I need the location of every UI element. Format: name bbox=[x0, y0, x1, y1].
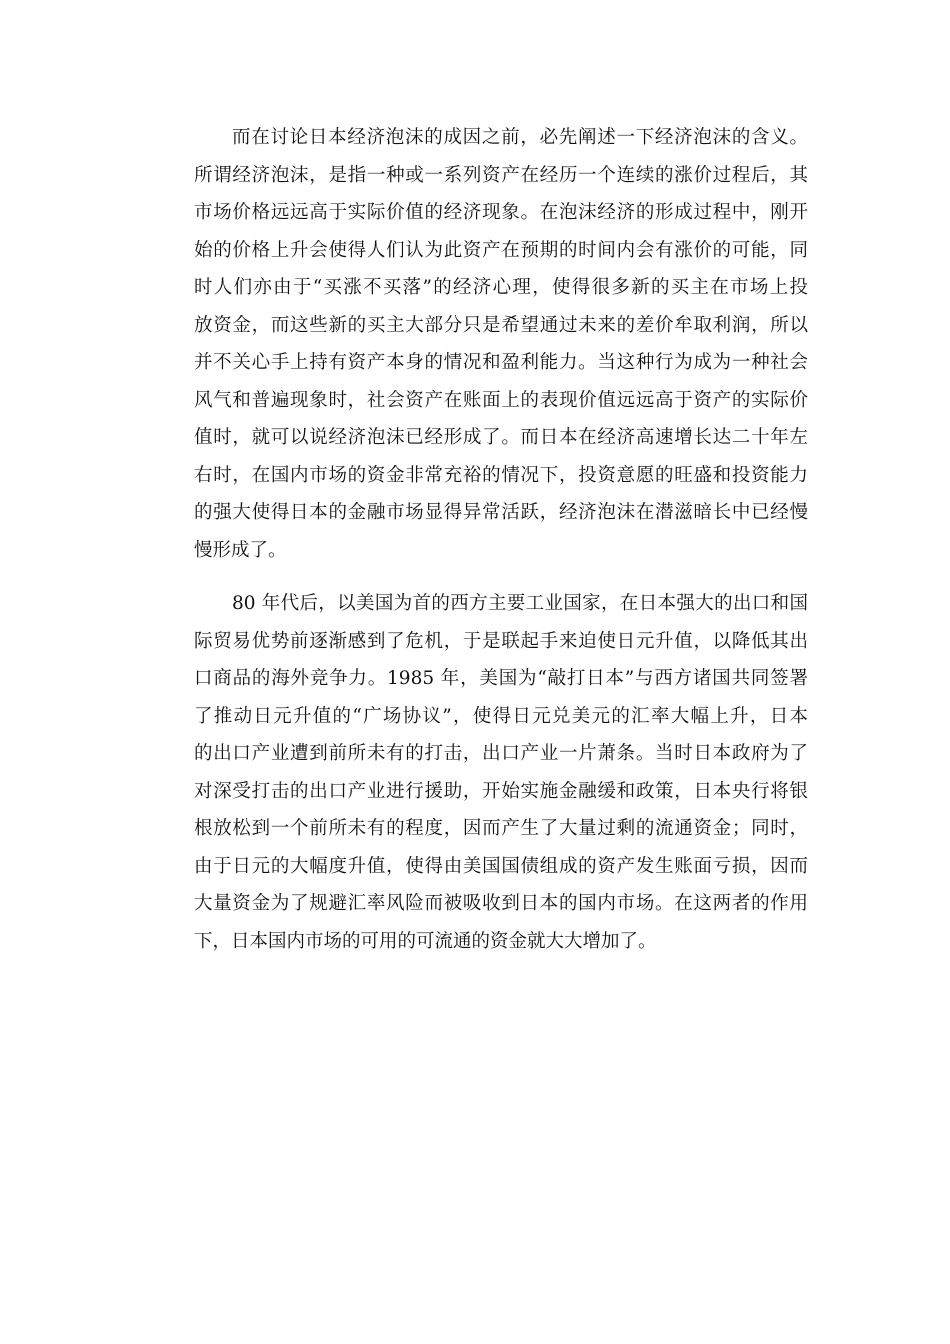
paragraph-line: 80 年代后，以美国为首的西方主要工业国家，在日本强大的出口和国 bbox=[232, 593, 808, 614]
paragraph-spacer bbox=[194, 569, 808, 585]
paragraph-line: 右时，在国内市场的资金非常充裕的情况下，投资意愿的旺盛和投资能力 bbox=[194, 464, 808, 486]
paragraph-line: 际贸易优势前逐渐感到了危机，于是联起手来迫使日元升值，以降低其出 bbox=[194, 630, 808, 652]
paragraph-line: 的出口产业遭到前所未有的打击，出口产业一片萧条。当时日本政府为了 bbox=[194, 743, 808, 764]
paragraph-line: 口商品的海外竞争力。1985 年，美国为“敲打日本”与西方诸国共同签署 bbox=[194, 668, 808, 689]
paragraph-line: 始的价格上升会使得人们认为此资产在预期的时间内会有涨价的可能，同 bbox=[194, 239, 808, 261]
paragraph-line: 风气和普遍现象时，社会资产在账面上的表现价值远远高于资产的实际价 bbox=[194, 389, 808, 411]
paragraph-line: 对深受打击的出口产业进行援助，开始实施金融缓和政策，日本央行将银 bbox=[194, 780, 808, 802]
paragraph-line: 了推动日元升值的“广场协议”，使得日元兑美元的汇率大幅上升，日本 bbox=[194, 705, 808, 727]
paragraph-line: 并不关心手上持有资产本身的情况和盈利能力。当这种行为成为一种社会 bbox=[194, 352, 808, 373]
paragraph-line: 放资金，而这些新的买主大部分只是希望通过未来的差价牟取利润，所以 bbox=[194, 314, 808, 336]
paragraph-bubble-definition bbox=[194, 119, 808, 569]
paragraph-line: 而在讨论日本经济泡沫的成因之前，必先阐述一下经济泡沫的含义。 bbox=[232, 127, 808, 148]
paragraph-line: 大量资金为了规避汇率风险而被吸收到日本的国内市场。在这两者的作用 bbox=[194, 893, 808, 914]
paragraph-line: 根放松到一个前所未有的程度，因而产生了大量过剩的流通资金；同时， bbox=[194, 818, 808, 839]
paragraph-plaza-accord bbox=[194, 585, 808, 960]
paragraph-line: 的强大使得日本的金融市场显得异常活跃，经济泡沫在潜滋暗长中已经慢 bbox=[194, 502, 808, 523]
paragraph-line: 由于日元的大幅度升值，使得由美国国债组成的资产发生账面亏损，因而 bbox=[194, 855, 808, 877]
document-body bbox=[194, 119, 808, 960]
paragraph-line: 时人们亦由于“买涨不买落”的经济心理，使得很多新的买主在市场上投 bbox=[194, 277, 808, 298]
paragraph-line: 所谓经济泡沫，是指一种或一系列资产在经历一个连续的涨价过程后，其 bbox=[194, 164, 808, 186]
paragraph-line: 慢形成了。 bbox=[194, 539, 287, 561]
paragraph-line: 下，日本国内市场的可用的可流通的资金就大大增加了。 bbox=[194, 930, 657, 952]
paragraph-line: 值时，就可以说经济泡沫已经形成了。而日本在经济高速增长达二十年左 bbox=[194, 427, 808, 448]
paragraph-line: 市场价格远远高于实际价值的经济现象。在泡沫经济的形成过程中，刚开 bbox=[194, 202, 808, 223]
